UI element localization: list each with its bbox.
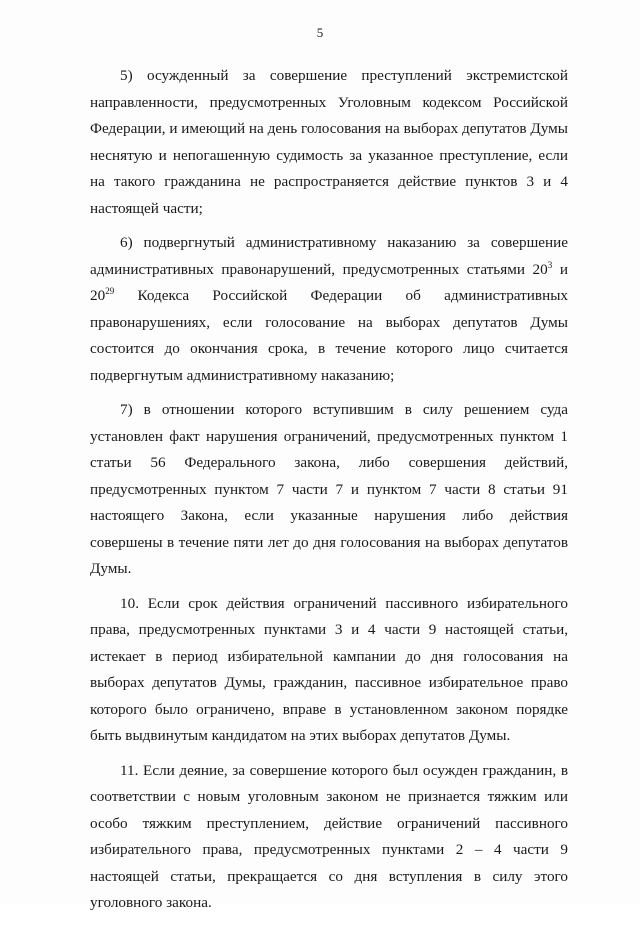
paragraph-item-5: 5) осужденный за совершение преступлений экстремистской направленности, предусмотренных Уголовным кодексом Российской Федерации, и имеющий на день голосования на выборах депутатов Думы неснятую и непогашенную судимость за указанное преступление, если на такого гражданина не распространяется действие пунктов 3 и 4 настоящей части; xyxy=(90,67,568,217)
paragraph-item-6-text-end: Кодекса Российской Федерации об административных правонарушениях, если голосование на выборах депутатов Думы состоится до окончания срока, в течение которого лицо считается подвергнутым административному наказанию; xyxy=(90,287,568,384)
paragraph-section-10: 10. Если срок действия ограничений пассивного избирательного права, предусмотренных пунктами 3 и 4 части 9 настоящей статьи, истекает в период избирательной кампании до дня голосования на выборах депутатов Думы, гражданин, пассивное избирательное право которого было ограничено, вправе в установленном законом порядке быть выдвинутым кандидатом на этих выборах депутатов Думы. xyxy=(90,594,568,744)
page-number: 5 xyxy=(316,25,324,40)
paragraph-item-6-text-start: 6) подвергнутый административному наказанию за совершение административных правонарушений, предусмотренных статьями 20 xyxy=(90,234,568,278)
paragraph-item-7: 7) в отношении которого вступившим в силу решением суда установлен факт нарушения ограничений, предусмотренных пунктом 1 статьи 56 Федерального закона, либо совершения действий, предусмотренных пунктом 7 части 7 и пунктом 7 части 8 статьи 91 настоящего Закона, если указанные нарушения либо действия совершены в течение пяти лет до дня голосования на выборах депутатов Думы. xyxy=(90,401,568,577)
paragraph-item-6 xyxy=(90,230,568,389)
superscript-article-20-29: 29 xyxy=(105,286,115,296)
paragraph-section-11: 11. Если деяние, за совершение которого был осужден гражданин, в соответствии с новым уголовным законом не признается тяжким или особо тяжким преступлением, действие ограничений пассивного избирательного права, предусмотренных пунктами 2 – 4 части 9 настоящей статьи, прекращается со дня вступления в силу этого уголовного закона. xyxy=(90,761,568,911)
superscript-article-20-3: 3 xyxy=(547,259,553,270)
paragraph-item-6-text-middle: и 20 xyxy=(90,260,568,304)
document-body xyxy=(90,63,568,925)
